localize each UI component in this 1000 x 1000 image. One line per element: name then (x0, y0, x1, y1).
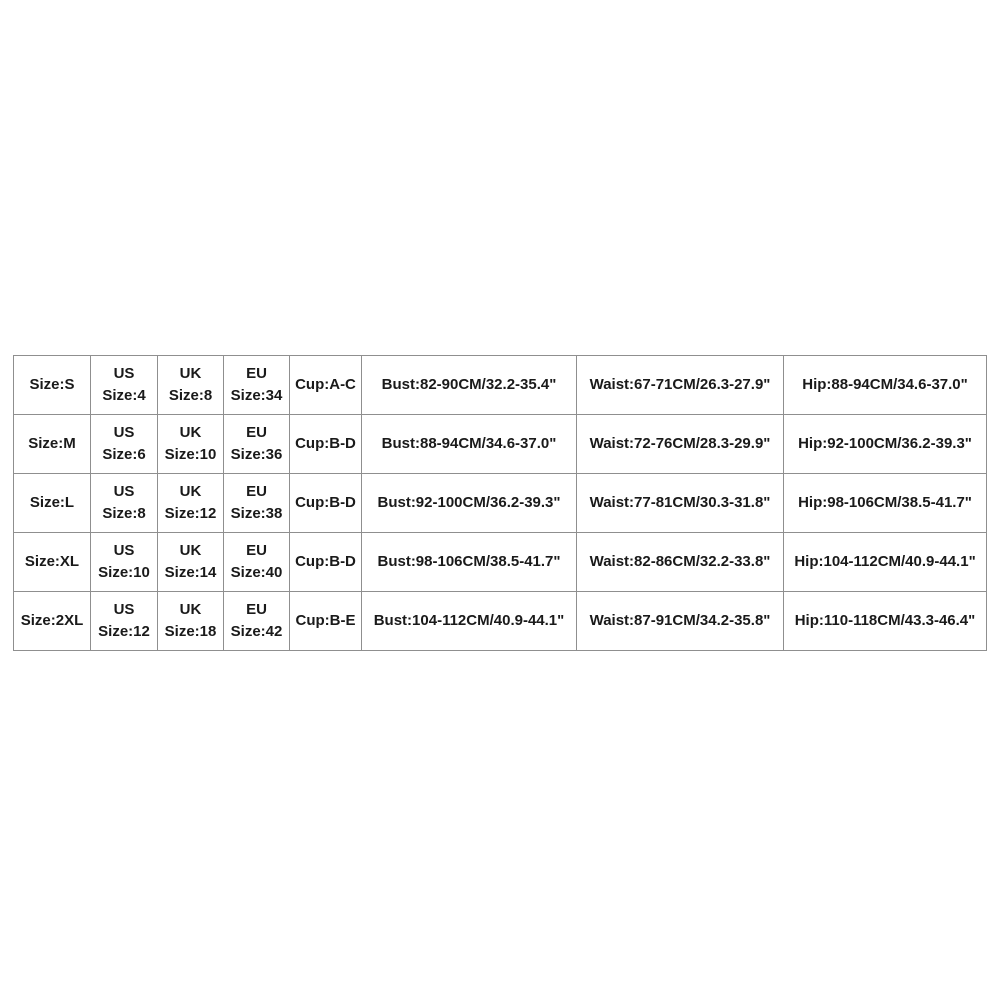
eu-size-value: Size:38 (230, 505, 283, 522)
eu-size-cell (224, 592, 290, 651)
eu-label: EU (246, 542, 267, 559)
cup-cell (290, 356, 362, 415)
size-cell (14, 474, 91, 533)
eu-size-value: Size:42 (230, 623, 283, 640)
bust-cell (362, 533, 577, 592)
size-text: Size:M (28, 435, 76, 452)
uk-label: UK (179, 424, 202, 441)
uk-label: UK (179, 542, 202, 559)
us-size-cell (91, 415, 158, 474)
waist-text: Waist:87-91CM/34.2-35.8" (589, 612, 771, 629)
us-size-value: Size:8 (102, 505, 146, 522)
bust-cell (362, 474, 577, 533)
bust-text: Bust:92-100CM/36.2-39.3" (377, 494, 561, 511)
hip-cell (784, 533, 987, 592)
bust-text: Bust:88-94CM/34.6-37.0" (381, 435, 557, 452)
hip-cell (784, 356, 987, 415)
bust-cell (362, 415, 577, 474)
eu-size-value: Size:34 (230, 387, 283, 404)
size-cell (14, 415, 91, 474)
us-label: US (113, 601, 135, 618)
eu-size-cell (224, 533, 290, 592)
hip-text: Hip:110-118CM/43.3-46.4" (794, 612, 976, 629)
eu-size-value: Size:40 (230, 564, 283, 581)
size-text: Size:L (29, 494, 75, 511)
hip-text: Hip:88-94CM/34.6-37.0" (802, 376, 968, 393)
eu-size-cell (224, 415, 290, 474)
cup-text: Cup:A-C (295, 376, 356, 393)
us-label: US (113, 365, 135, 382)
eu-label: EU (246, 483, 267, 500)
eu-size-cell (224, 474, 290, 533)
bust-text: Bust:82-90CM/32.2-35.4" (381, 376, 557, 393)
us-size-value: Size:4 (102, 387, 146, 404)
uk-label: UK (179, 483, 202, 500)
uk-size-cell (158, 356, 224, 415)
waist-cell (577, 592, 784, 651)
cup-cell (290, 592, 362, 651)
waist-text: Waist:72-76CM/28.3-29.9" (589, 435, 771, 452)
eu-label: EU (246, 424, 267, 441)
bust-text: Bust:104-112CM/40.9-44.1" (373, 612, 565, 629)
uk-size-value: Size:14 (164, 564, 217, 581)
eu-size-value: Size:36 (230, 446, 283, 463)
cup-text: Cup:B-D (295, 553, 356, 570)
us-label: US (113, 424, 135, 441)
uk-size-value: Size:18 (164, 623, 217, 640)
hip-text: Hip:98-106CM/38.5-41.7" (798, 494, 972, 511)
table-row (14, 415, 987, 474)
us-size-value: Size:6 (102, 446, 146, 463)
bust-cell (362, 592, 577, 651)
uk-label: UK (179, 601, 202, 618)
uk-size-cell (158, 415, 224, 474)
size-text: Size:XL (24, 553, 80, 570)
size-text: Size:S (29, 376, 75, 393)
hip-cell (784, 592, 987, 651)
bust-cell (362, 356, 577, 415)
table-row (14, 592, 987, 651)
cup-cell (290, 533, 362, 592)
hip-text: Hip:104-112CM/40.9-44.1" (794, 553, 976, 570)
us-size-cell (91, 356, 158, 415)
cup-text: Cup:B-D (295, 435, 356, 452)
us-label: US (113, 483, 135, 500)
us-size-cell (91, 474, 158, 533)
cup-text: Cup:B-E (295, 612, 356, 629)
uk-size-value: Size:8 (168, 387, 213, 404)
waist-text: Waist:82-86CM/32.2-33.8" (589, 553, 771, 570)
cup-cell (290, 415, 362, 474)
uk-size-cell (158, 592, 224, 651)
us-size-value: Size:10 (98, 564, 150, 581)
size-chart-table (13, 355, 987, 651)
waist-cell (577, 356, 784, 415)
eu-size-cell (224, 356, 290, 415)
cup-cell (290, 474, 362, 533)
waist-cell (577, 415, 784, 474)
table-row (14, 356, 987, 415)
table-row (14, 533, 987, 592)
hip-text: Hip:92-100CM/36.2-39.3" (798, 435, 972, 452)
uk-size-cell (158, 474, 224, 533)
eu-label: EU (246, 365, 267, 382)
table-row (14, 474, 987, 533)
size-cell (14, 356, 91, 415)
uk-label: UK (179, 365, 202, 382)
size-text: Size:2XL (20, 612, 84, 629)
hip-cell (784, 415, 987, 474)
waist-cell (577, 474, 784, 533)
size-cell (14, 533, 91, 592)
eu-label: EU (246, 601, 267, 618)
waist-cell (577, 533, 784, 592)
us-size-value: Size:12 (98, 623, 150, 640)
size-cell (14, 592, 91, 651)
uk-size-cell (158, 533, 224, 592)
us-label: US (113, 542, 135, 559)
cup-text: Cup:B-D (295, 494, 356, 511)
uk-size-value: Size:12 (164, 505, 217, 522)
size-chart-body (14, 356, 987, 651)
bust-text: Bust:98-106CM/38.5-41.7" (377, 553, 561, 570)
us-size-cell (91, 533, 158, 592)
waist-text: Waist:67-71CM/26.3-27.9" (589, 376, 771, 393)
hip-cell (784, 474, 987, 533)
us-size-cell (91, 592, 158, 651)
uk-size-value: Size:10 (164, 446, 217, 463)
waist-text: Waist:77-81CM/30.3-31.8" (589, 494, 771, 511)
